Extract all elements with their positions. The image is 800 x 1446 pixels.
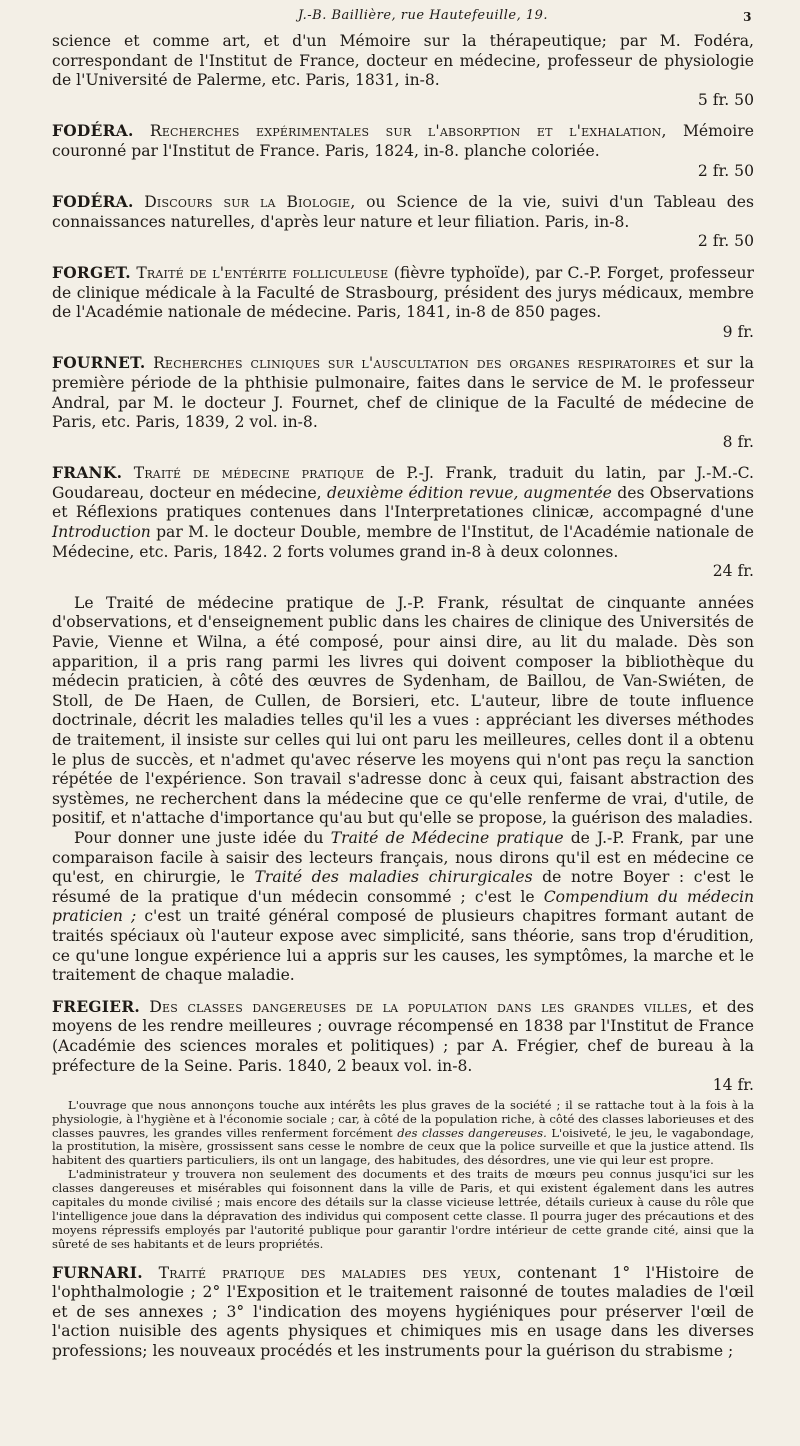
entry-body: (fièvre typhoïde), par C.-P. Forget, professeur de clinique médicale à la Faculté de Strasbourg, président des jurys médicaux, membre de l'Académie nationale de médecine. Paris, 1841, in-8 de 850 pages.: [52, 263, 754, 322]
entry-price: 8 fr.: [722, 432, 754, 451]
entry-furnari: [52, 1264, 754, 1362]
review-text: de J.-P. Frank, par une comparaison facile à saisir des lecteurs français, nous dirons qu'il est en médecine ce qu'est, en chirurgie, le: [52, 828, 754, 887]
entry-body: ou Science de la vie, suivi d'un Tableau des connaissances naturelles, d'après leur nature et leur filiation. Paris, in-8.: [52, 193, 754, 231]
entry-price: 2 fr. 50: [697, 232, 754, 251]
entry-edition: deuxième édition revue, augmentée: [326, 483, 612, 502]
review-title: Traité des maladies chirurgicales: [254, 868, 533, 887]
entry-title: Recherches cliniques sur l'auscultation des organes respiratoires: [153, 354, 677, 373]
entry-fregier: [52, 998, 754, 1096]
fregier-review: [52, 1099, 754, 1252]
entry-price: 14 fr.: [712, 1076, 754, 1095]
fregier-review-p1: [52, 1099, 754, 1169]
running-head-text: J.-B. Baillière, rue Hautefeuille, 19.: [297, 8, 549, 23]
entry-price: 2 fr. 50: [697, 161, 754, 180]
review-italic: des classes dangereuses.: [397, 1125, 547, 1140]
continuation-text: science et comme art, et d'un Mémoire sur la thérapeutique; par M. Fodéra, correspondant de l'Institut de France, docteur en médecine, professeur de physiologie de l'Université de Palerme, etc. Paris, 1831, in-8.: [52, 32, 754, 90]
page-number: 3: [743, 10, 752, 24]
review-text: Pour donner une juste idée du: [74, 828, 324, 847]
entry-title: Traité de l'entérite folliculeuse: [136, 263, 389, 282]
entry-title: Traité de médecine pratique: [133, 464, 365, 483]
entry-forget: [52, 264, 754, 342]
entry-author: FOURNET.: [52, 354, 146, 373]
running-header: [52, 8, 754, 32]
entry-body: et des moyens de les rendre meilleures ; ouvrage récompensé en 1838 par l'Institut de France (Académie des sciences morales et politiques) ; par A. Frégier, chef de bureau à la préfecture de la Seine. Paris. 1840, 2 beaux vol. in-8.: [52, 997, 754, 1075]
entry-title: Discours sur la Biologie,: [144, 193, 356, 212]
entry-author: FORGET.: [52, 263, 131, 282]
entry-author: FREGIER.: [52, 997, 141, 1016]
entry-price: 9 fr.: [722, 322, 754, 341]
frank-review-p1: Le Traité de médecine pratique de J.-P. Frank, résultat de cinquante années d'observations, et d'enseignement public dans les chaires de clinique des Universités de Pavie, Vienne et Wilna, a été composé, pour ainsi dire, au lit du malade. Dès son apparition, il a pris rang parmi les livres qui doivent composer la bibliothèque du médecin praticien, à côté des œuvres de Sydenham, de Baillou, de Van-Swiéten, de Stoll, de De Haen, de Cullen, de Borsieri, etc. L'auteur, libre de toute influence doctrinale, décrit les maladies telles qu'il les a vues : appréciant les diverses méthodes de traitement, il insiste sur celles qui lui ont paru les meilleures, celles dont il a obtenu le plus de succès, et n'admet qu'avec réserve les moyens qui n'ont pas reçu la sanction répétée de l'expérience. Son travail s'adresse donc à ceux qui, faisant abstraction des systèmes, ne recherchent dans la médecine que ce qu'elle renferme de vrai, d'utile, de positif, et n'attache d'importance qu'au but qu'elle se propose, la guérison des maladies.: [52, 593, 754, 828]
entry-body: et sur la première période de la phthisie pulmonaire, faites dans le service de M. le professeur Andral, par M. le docteur J. Fournet, chef de clinique de la Faculté de médecine de Paris, etc. Paris, 1839, 2 vol. in-8.: [52, 354, 754, 432]
entry-author: FODÉRA.: [52, 122, 134, 141]
entry-body: de P.-J. Frank, traduit du latin, par J.-M.-C. Goudareau, docteur en médecine,: [52, 464, 754, 502]
entry-author: FODÉRA.: [52, 193, 134, 212]
entry-fodera-absorption: [52, 122, 754, 181]
entry-frank: [52, 464, 754, 582]
entry-fournet: [52, 354, 754, 452]
review-text: c'est un traité général composé de plusieurs chapitres formant autant de traités spéciaux où l'auteur expose avec simplicité, sans théorie, sans trop d'érudition, ce qu'une longue expérience lui a appris sur les causes, les symptômes, la marche et le traitement de chaque maladie.: [52, 907, 754, 985]
entry-title: Traité pratique des maladies des yeux,: [158, 1263, 502, 1282]
entry-body: par M. le docteur Double, membre de l'Institut, de l'Académie nationale de Médecine, etc. Paris, 1842. 2 forts volumes grand in-8 à deux colonnes.: [52, 523, 754, 561]
review-text: L'ouvrage que nous annonçons touche aux intérêts les plus graves de la société ; il se rattache tout à la fois à la physiologie, à l'hygiène et à l'économie sociale ; car, à côté de la population riche, à côté des classes laborieuses et des classes pauvres, les grandes villes renferment forcément: [52, 1097, 754, 1140]
entry-author: FRANK.: [52, 464, 123, 483]
frank-review-p2: [52, 829, 754, 986]
entry-introduction: Introduction: [52, 523, 151, 542]
entry-body: contenant 1° l'Histoire de l'ophthalmologie ; 2° l'Exposition et le traitement raisonné de toutes maladies de l'œil et de ses annexes ; 3° l'indication des moyens hygiéniques pour préserver l'œil de l'action nuisible des agents physiques et chimiques mis en usage dans les diverses professions; les nouveaux procédés et les instruments pour la guérison du strabisme ;: [52, 1263, 754, 1361]
entry-title: Des classes dangereuses de la population dans les grandes villes,: [149, 997, 693, 1016]
review-text: L'oisiveté, le jeu, le vagabondage, la prostitution, la misère, grossissent sans cesse le nombre de ceux que la police surveille et que la justice attend. Ils habitent des quartiers particuliers, ils ont un langage, des habitudes, des désordres, une vie qui leur est propre.: [52, 1125, 755, 1168]
entry-body: Mémoire couronné par l'Institut de France. Paris, 1824, in-8. planche coloriée.: [52, 122, 754, 160]
entry-fodera-biologie: [52, 193, 754, 252]
review-title: Compendium du médecin praticien ;: [52, 887, 754, 926]
entry-author: FURNARI.: [52, 1263, 143, 1282]
entry-body: des Observations et Réflexions pratiques contenues dans l'Interpretationes clinicæ, accompagné d'une: [52, 483, 755, 522]
review-title: Traité de Médecine pratique: [330, 828, 564, 847]
fregier-review-p2: L'administrateur y trouvera non seulement des documents et des traits de mœurs peu connus jusqu'ici sur les classes dangereuses et misérables qui foisonnent dans la ville de Paris, et qui existent également dans les autres capitales du monde civilisé ; mais encore des détails sur la classe vicieuse lettrée, détails curieux à cause du rôle que l'intelligence joue dans la dépravation des individus qui composent cette classe. Il pourra juger des précautions et des moyens répressifs employés par l'autorité publique pour garantir l'ordre intérieur de cette grande cité, ainsi que la sûreté de ses habitants et de leurs propriétés.: [52, 1167, 754, 1251]
continuation-paragraph: [52, 32, 754, 110]
continuation-price: 5 fr. 50: [697, 90, 754, 109]
entry-price: 24 fr.: [712, 562, 754, 581]
entry-title: Recherches expérimentales sur l'absorption et l'exhalation,: [149, 122, 667, 141]
review-text: de notre Boyer : c'est le résumé de la pratique d'un médecin consommé ; c'est le: [52, 868, 755, 906]
